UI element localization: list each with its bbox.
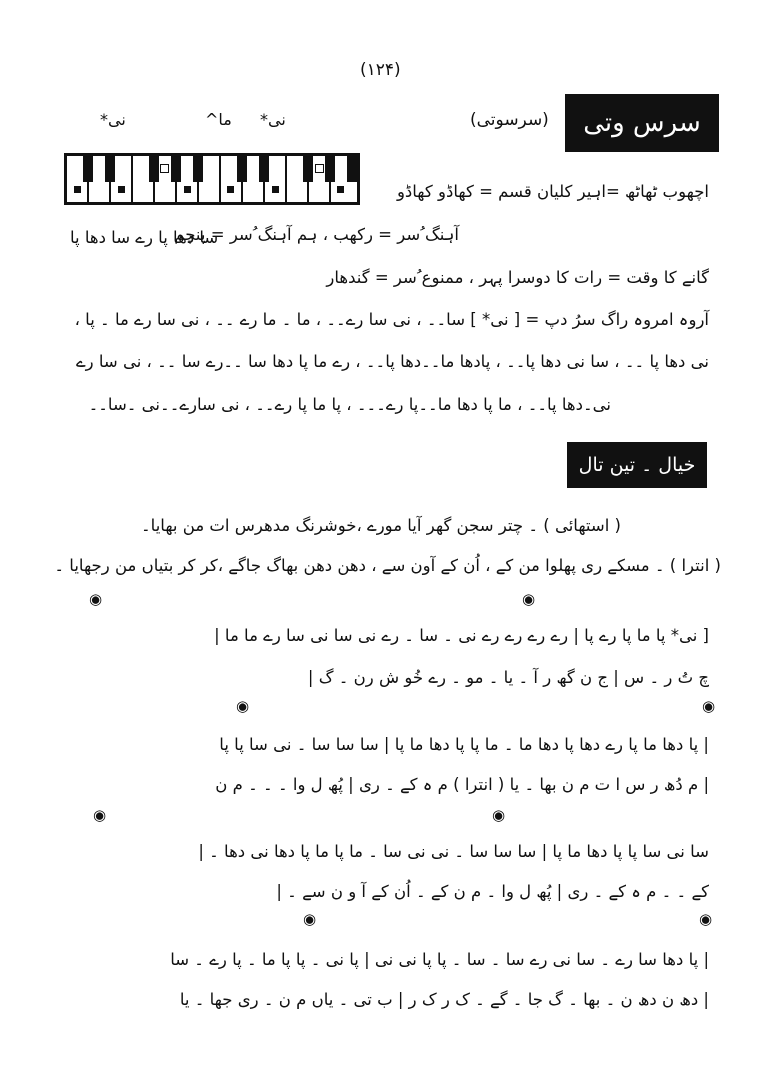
sam-marker: ◉ xyxy=(492,806,506,824)
pakad-line: سا دھا پا رے سا دھا پا xyxy=(70,228,219,247)
raag-title: سرس وتی xyxy=(565,94,719,152)
notation-row-4-words: | دھ ن دھ ن ۔ بھا ۔ گ جا ۔ گے ۔ ک ر ک ر | ب تی ۔ یاں م ن ۔ ری جھا ۔ یا xyxy=(179,990,709,1009)
sam-marker: ◉ xyxy=(93,806,107,824)
page-number: (۱۲۴) xyxy=(360,60,401,80)
notation-row-3-notes: سا نی سا پا پا دھا ما پا | سا سا سا ۔ نی نی سا ۔ ما پا ما پا دھا نی دھا ۔ | xyxy=(198,842,709,861)
sam-marker: ◉ xyxy=(89,590,103,608)
chalan-line-3: نی۔دھا پا۔۔ ، ما پا دھا ما۔۔پا رے۔۔۔ ، پا ما پا رے۔۔ ، نی سارے۔۔نی ۔سا۔۔ xyxy=(88,395,611,414)
notation-row-2-notes: | پا دھا ما پا رے دھا پا دھا ما ۔ ما پا پا دھا ما پا | سا سا سا ۔ نی سا پا پا xyxy=(219,735,709,754)
swara-mark-ni: نی* xyxy=(100,110,126,129)
aroh-avroh-line: آروہ امروہ راگ سرُ دپ = [ نی* ] سا۔۔ ، نی سا رے۔۔ ، ما ۔ ما رے ۔۔ ، نی سا رے ما ۔ پا ، xyxy=(74,310,709,329)
notation-row-1-words: چ تُ ر ۔ س | ج ن گھ ر آ ۔ یا ۔ مو ۔ رے خُو ش رن ۔ گ | xyxy=(307,668,709,687)
notation-row-2-words: | م دُھ ر س ا ت م ن بھا ۔ یا ( انترا ) م ہ کے ۔ ری | پُھ ل وا ۔ ۔ ۔ م ن xyxy=(215,775,709,794)
chalan-line-2: نی دھا پا ۔۔ ، سا نی دھا پا۔۔ ، پادھا ما۔۔دھا پا۔۔ ، رے ما پا دھا سا ۔۔رے سا ۔۔ ، نی سا رے xyxy=(75,352,709,371)
time-line: گانے کا وقت = رات کا دوسرا پہر ، ممنوع ُسر = گندھار xyxy=(326,268,709,287)
notation-row-1-notes: [ نی* پا ما پا رے پا | رے رے رے رے نی ۔ سا ۔ رے نی سا نی سا رے ما ما | xyxy=(214,626,709,645)
swara-mark-ma-tivra: ما^ xyxy=(205,110,232,129)
sam-marker: ◉ xyxy=(303,910,317,928)
thaat-line: اچھوب ٹھاٹھ =اہیر کلیان قسم = کھاڈو کھاڈو xyxy=(396,182,709,201)
sam-marker: ◉ xyxy=(702,697,716,715)
section-heading: خیال ۔ تین تال xyxy=(567,442,707,488)
aahang-line: آہنگ ُسر = رکھب ، ہم آہنگ ُسر = پنچم xyxy=(174,225,459,244)
sam-marker: ◉ xyxy=(236,697,250,715)
sam-marker: ◉ xyxy=(699,910,713,928)
swara-mark-ni-tivra: نی* xyxy=(260,110,286,129)
notation-row-4-notes: | پا دھا سا رے ۔ سا نی رے سا ۔ سا ۔ پا پا نی نی | پا نی ۔ پا پا ما ۔ پا رے ۔ سا xyxy=(170,950,709,969)
piano-keyboard-icon xyxy=(64,153,360,205)
sam-marker: ◉ xyxy=(522,590,536,608)
antra-lyrics: ( انترا ) ۔ مسکے ری پھلوا من کے ، اُن کے آون سے ، دھن دھن بھاگ جاگے ،کر کر بتیاں من رجھایا ۔ xyxy=(54,556,721,575)
raag-subtitle: (سرسوتی) xyxy=(470,110,549,130)
asthai-lyrics: ( استھائی ) ۔ چتر سجن گھر آیا مورے ،خوشرنگ مدھرس ات من بھایا۔ xyxy=(141,516,621,535)
notation-row-3-words: کے ۔ ۔ م ہ کے ۔ ری | پُھ ل وا ۔ م ن کے ۔ اُن کے آ و ن سے ۔ | xyxy=(276,882,709,901)
